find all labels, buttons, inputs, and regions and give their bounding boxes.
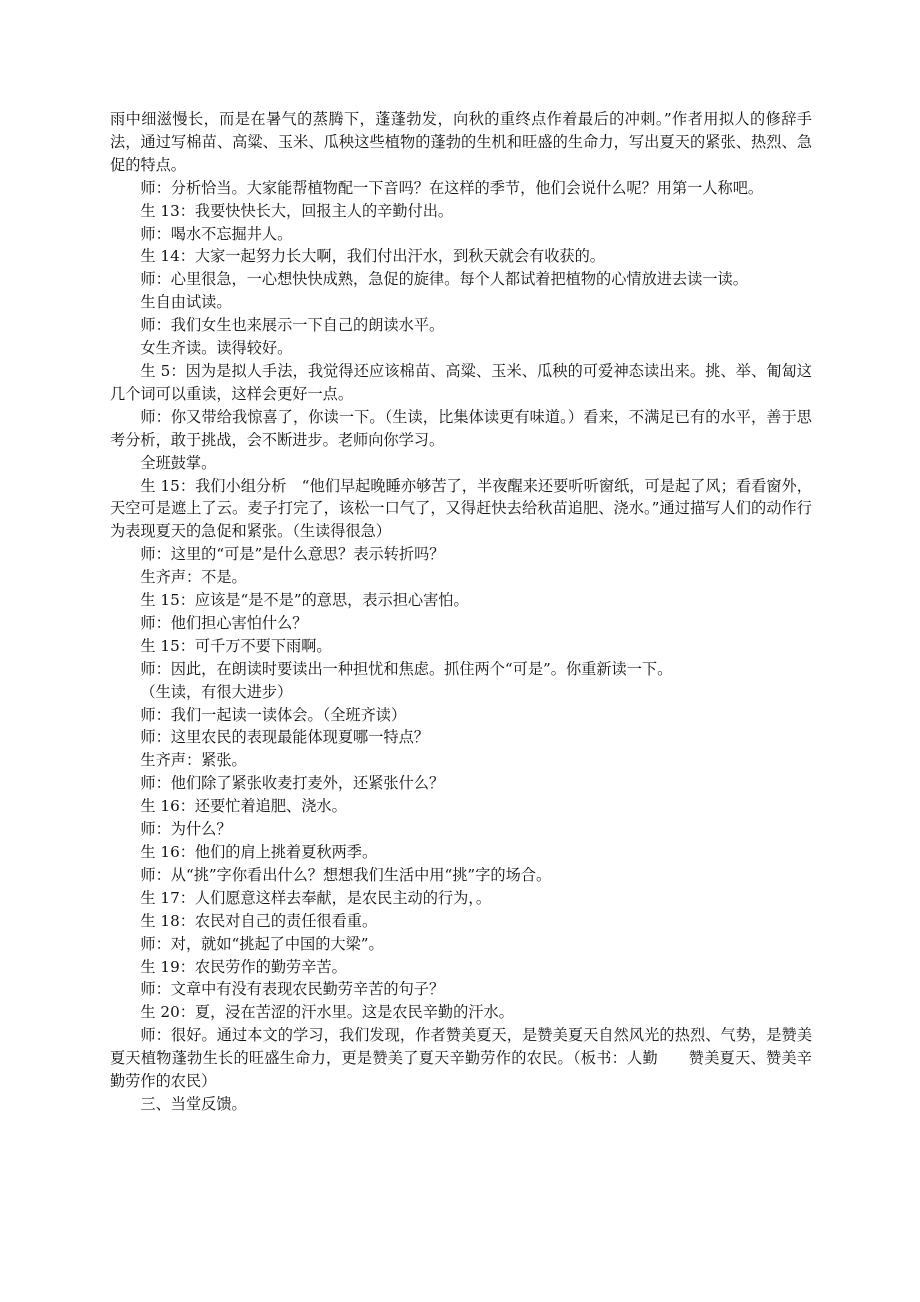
paragraph: （生读，有很大进步） [140, 682, 293, 701]
paragraph: 师：这里的“可是”是什么意思？表示转折吗？ [140, 545, 445, 564]
paragraph: 雨中细滋慢长，而是在暑气的蒸腾下，蓬蓬勃发，向秋的重终点作着最后的冲刺。”作者用拟人的修辞手法，通过写棉苗、高粱、玉米、瓜秧这些植物的蓬勃的生机和旺盛的生命力，写出夏天的紧张、热烈、急促的特点。 [110, 110, 812, 174]
paragraph: 师：从“挑”字你看出什么？想想我们生活中用“挑”字的场合。 [140, 865, 552, 884]
paragraph: 师：我们女生也来展示一下自己的朗读水平。 [140, 316, 445, 335]
paragraph: 三、当堂反馈。 [140, 1094, 247, 1113]
paragraph: 女生齐读。读得较好。 [140, 339, 293, 358]
paragraph: 师：他们除了紧张收麦打麦外，还紧张什么？ [140, 774, 445, 793]
paragraph: 师：对，就如“挑起了中国的大梁”。 [140, 934, 384, 953]
paragraph: 师：因此，在朗读时要读出一种担忧和焦虑。抓住两个“可是”。你重新读一下。 [140, 659, 673, 678]
paragraph: 师：你又带给我惊喜了，你读一下。（生读，比集体读更有味道。）看来，不满足已有的水平，善于思考分析，敢于挑战，会不断进步。老师向你学习。 [110, 407, 812, 449]
paragraph: 师：这里农民的表现最能体现夏哪一特点？ [140, 728, 429, 747]
paragraph: 生自由试读。 [140, 293, 232, 312]
paragraph: 生 5：因为是拟人手法，我觉得还应该棉苗、高粱、玉米、瓜秧的可爱神态读出来。挑、举、匍匐这几个词可以重读，这样会更好一点。 [110, 361, 812, 403]
paragraph: 生 16：还要忙着追肥、浇水。 [140, 797, 347, 816]
paragraph: 生 17：人们愿意这样去奉献，是农民主动的行为，。 [140, 888, 492, 907]
paragraph: 师：为什么？ [140, 820, 232, 839]
paragraph: 师：分析恰当。大家能帮植物配一下音吗？在这样的季节，他们会说什么呢？用第一人称吧。 [140, 178, 764, 197]
paragraph: 师：很好。通过本文的学习，我们发现，作者赞美夏天，是赞美夏天自然风光的热烈、气势，是赞美夏天植物蓬勃生长的旺盛生命力，更是赞美了夏天辛勤劳作的农民。（板书：人勤 赞美夏天、赞美辛勤劳作的农民） [110, 1026, 812, 1091]
paragraph: 生 13：我要快快长大，回报主人的辛勤付出。 [140, 201, 454, 220]
paragraph: 生齐声：不是。 [140, 568, 247, 587]
paragraph: 师：喝水不忘掘井人。 [140, 224, 293, 243]
paragraph: 师：他们担心害怕什么？ [140, 613, 308, 632]
paragraph: 师：我们一起读一读体会。（全班齐读） [140, 705, 407, 724]
paragraph: 生 14：大家一起努力长大啊，我们付出汗水，到秋天就会有收获的。 [140, 247, 605, 266]
paragraph: 生 15：可千万不要下雨啊。 [140, 636, 332, 655]
paragraph: 生齐声：紧张。 [140, 751, 247, 770]
paragraph: 师：心里很急，一心想快快成熟，急促的旋律。每个人都试着把植物的心情放进去读一读。 [140, 270, 748, 289]
paragraph: 生 16：他们的肩上挑着夏秋两季。 [140, 843, 378, 861]
document-page [110, 108, 812, 1116]
paragraph: 生 18：农民对自己的责任很看重。 [140, 911, 378, 930]
paragraph: 师：文章中有没有表现农民勤劳辛苦的句子？ [140, 980, 445, 999]
paragraph: 生 20：夏，浸在苦涩的汗水里。这是农民辛勤的汗水。 [140, 1003, 514, 1022]
paragraph: 生 15：应该是“是不是”的意思，表示担心害怕。 [140, 591, 469, 610]
paragraph: 生 19：农民劳作的勤劳辛苦。 [140, 957, 347, 976]
paragraph: 全班鼓掌。 [140, 453, 217, 472]
paragraph: 生 15：我们小组分析 “他们早起晚睡亦够苦了，半夜醒来还要听听窗纸，可是起了风；看看窗外，天空可是遮上了云。麦子打完了，该松一口气了，又得赶快去给秋苗追肥、浇水。”通过描写人们的动作行为表现夏天的急促和紧张。（生读得很急） [110, 476, 812, 541]
